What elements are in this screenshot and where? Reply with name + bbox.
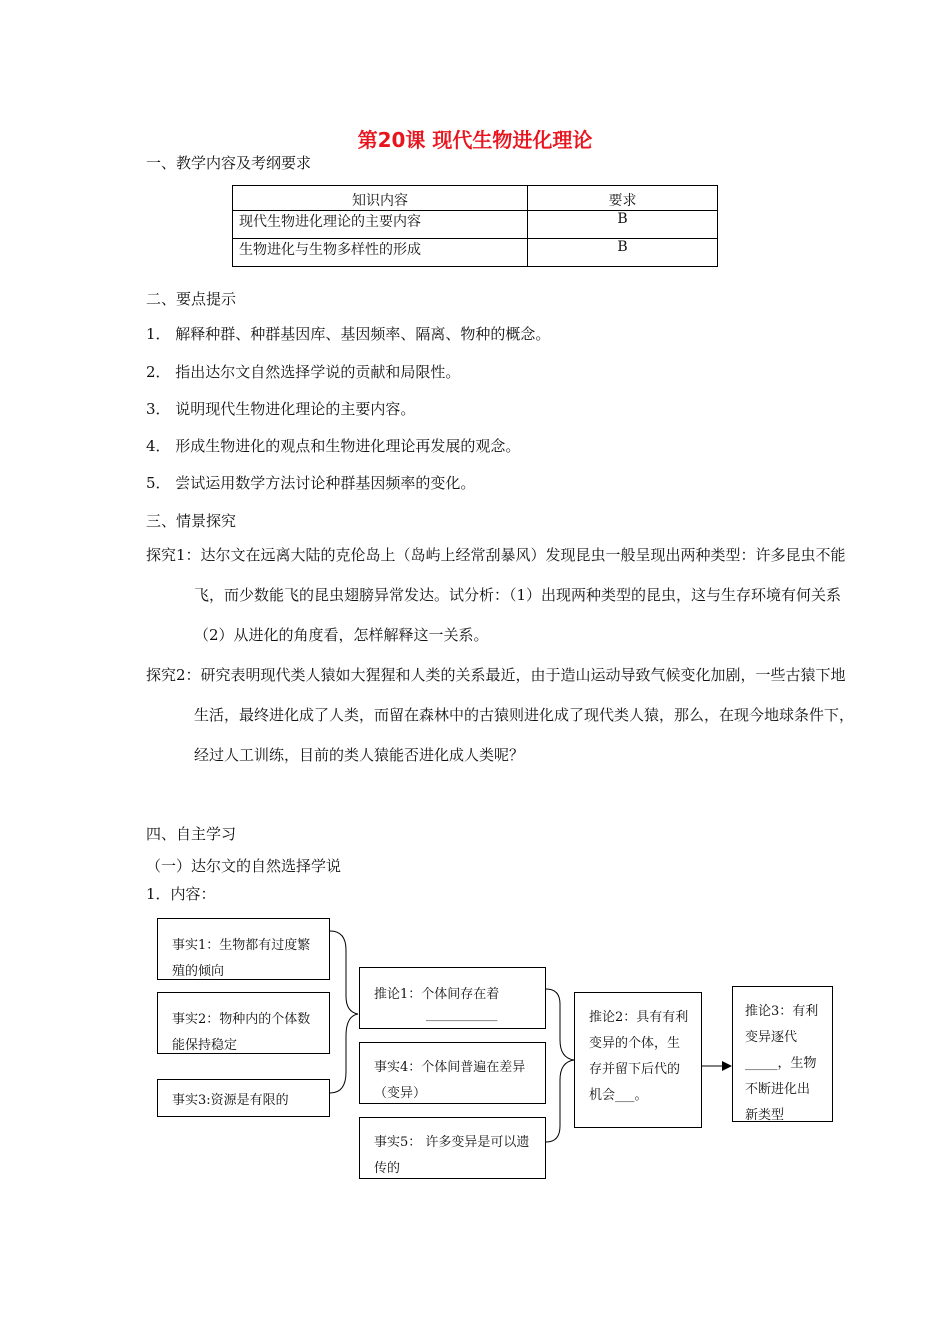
point-item: 2． 指出达尔文自然选择学说的贡献和局限性。 [146, 363, 461, 381]
fact-2-box: 事实2：物种内的个体数能保持稳定 [157, 992, 330, 1054]
inference-1-box [359, 967, 546, 1029]
arrow-head-icon [722, 1061, 732, 1071]
section2-heading: 二、要点提示 [146, 290, 237, 308]
inference-1-blank: ___________ [426, 1007, 498, 1022]
header-requirement: 要求 [528, 186, 718, 211]
content-label: 1．内容： [146, 885, 216, 903]
inquiry-1-text: 达尔文在远离大陆的克伦岛上（岛屿上经常刮暴风）发现昆虫一般呈现出两种类型：许多昆虫不能飞，而少数能飞的昆虫翅膀异常发达。试分析：（1）出现两种类型的昆虫，这与生存环境有何关系（2）从进化的角度看，怎样解释这一关系。 [194, 546, 846, 644]
inquiry-2-label: 探究2： [146, 666, 201, 684]
fact-1-box: 事实1：生物都有过度繁殖的倾向 [157, 918, 330, 980]
point-item: 3． 说明现代生物进化理论的主要内容。 [146, 400, 416, 418]
brace-lower [330, 1014, 358, 1093]
section1-heading: 一、教学内容及考纲要求 [146, 154, 312, 172]
cell-requirement: B [528, 211, 718, 239]
inference-1-text: 推论1：个体间存在着 [374, 987, 500, 1002]
point-item: 1． 解释种群、种群基因库、基因频率、隔离、物种的概念。 [146, 325, 551, 343]
cell-requirement: B [528, 239, 718, 267]
inquiry-2-text: 研究表明现代类人猿如大猩猩和人类的关系最近，由于造山运动导致气候变化加剧，一些古猿下地生活，最终进化成了人类，而留在森林中的古猿则进化成了现代类人猿，那么，在现今地球条件下，经过人工训练，目前的类人猿能否进化成人类呢？ [194, 666, 855, 764]
inference-3-box: 推论3：有利变异逐代_____，生物不断进化出新类型 [732, 986, 833, 1122]
cell-knowledge: 生物进化与生物多样性的形成 [233, 239, 528, 267]
brace-right-upper [546, 989, 574, 1060]
brace-right-lower [546, 1060, 574, 1142]
cell-knowledge: 现代生物进化理论的主要内容 [233, 211, 528, 239]
fact-5-box: 事实5： 许多变异是可以遗传的 [359, 1117, 546, 1179]
inquiry-1-label: 探究1： [146, 546, 201, 564]
fact-4-box: 事实4：个体间普遍在差异（变异） [359, 1042, 546, 1104]
section4-subheading: （一）达尔文的自然选择学说 [146, 857, 342, 875]
brace-upper [330, 931, 358, 1014]
page-title: 第20课 现代生物进化理论 [357, 128, 593, 152]
fact-3-box: 事实3:资源是有限的 [157, 1079, 330, 1117]
point-item: 4． 形成生物进化的观点和生物进化理论再发展的观念。 [146, 437, 521, 455]
section4-heading: 四、自主学习 [146, 825, 237, 843]
header-knowledge: 知识内容 [233, 186, 528, 211]
inference-2-box: 推论2：具有有利变异的个体，生存并留下后代的机会___。 [574, 992, 702, 1128]
point-item: 5． 尝试运用数学方法讨论种群基因频率的变化。 [146, 474, 476, 492]
section3-heading: 三、情景探究 [146, 512, 237, 530]
